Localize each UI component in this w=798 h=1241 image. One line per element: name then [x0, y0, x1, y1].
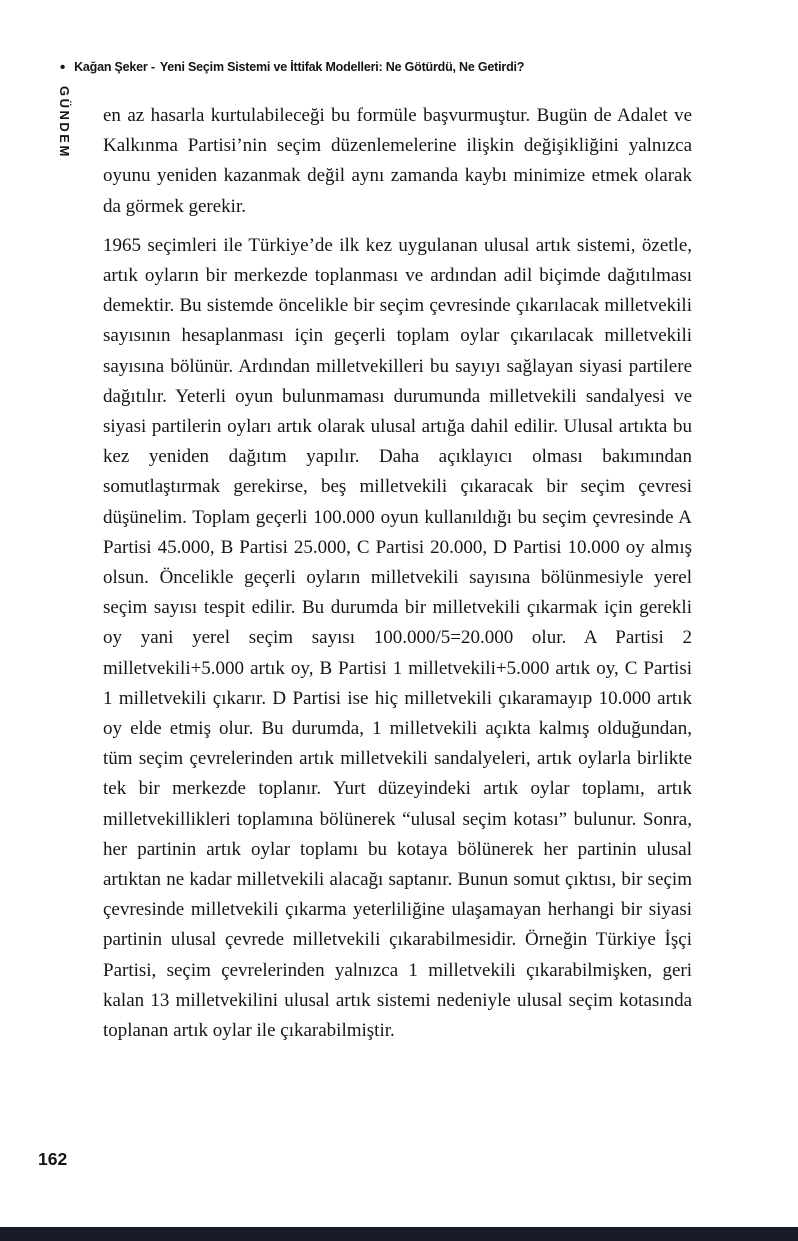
header-author: Kağan Şeker -	[74, 60, 155, 74]
header-article-title: Yeni Seçim Sistemi ve İttifak Modelleri: Ne Götürdü, Ne Getirdi?	[159, 60, 525, 74]
body-paragraph: 1965 seçimleri ile Türkiye’de ilk kez uygulanan ulusal artık sistemi, özetle, artık oyların bir merkezde toplanması ve ardından adil biçimde dağıtılması demektir. Bu sistemde öncelikle bir seçim çevresinde çıkarılacak milletvekili sayısının hesaplanması için geçerli toplam oylar çıkarılacak milletvekili sayısına bölünür. Ardından milletvekilleri bu sayıyı sağlayan siyasi partilere dağıtılır. Yeterli oyun bulunmaması durumunda milletvekili sandalyesi ve siyasi partilerin oyları artık olarak ulusal artığa dahil edilir. Ulusal artıkta bu kez yeniden dağıtım yapılır. Daha açıklayıcı olması bakımından somutlaştırmak gerekirse, beş milletvekili çıkaracak bir seçim çevresi düşünelim. Toplam geçerli 100.000 oyun kullanıldığı bu seçim çevresinde A Partisi 45.000, B Partisi 25.000, C Partisi 20.000, D Partisi 10.000 oy almış olsun. Öncelikle geçerli oyların milletvekili sayısına bölünmesiyle yerel seçim sayısı tespit edilir. Bu durumda bir milletvekili çıkarmak için gerekli oy yani yerel seçim sayısı 100.000/5=20.000 olur. A Partisi 2 milletvekili+5.000 artık oy, B Partisi 1 milletvekili+5.000 artık oy, C Partisi 1 milletvekili çıkarır. D Partisi ise hiç milletvekili çıkaramayıp 10.000 artık oy elde etmiş olur. Bu durumda, 1 milletvekili açıkta kalmış olduğundan, tüm seçim çevrelerinden artık milletvekili sandalyeleri, artık oylarla birlikte tek bir merkezde toplanır. Yurt düzeyindeki artık oylar toplamı, artık milletvekillikleri toplamına bölünerek “ulusal seçim kotası” bulunur. Sonra, her partinin artık oylar toplamı bu kotaya bölünerek her partinin ulusal artıktan ne kadar milletvekili alacağı saptanır. Bunun somut çıktısı, bir seçim çevresinde milletvekili çıkarma yeterliliğine ulaşamayan herhangi bir siyasi partinin ulusal çevrede milletvekili çıkarabilmesidir. Örneğin Türkiye İşçi Partisi, seçim çevrelerinden yalnızca 1 milletvekili çıkarabilmişken, geri kalan 13 milletvekilini ulusal artık sistemi nedeniyle ulusal seçim kotasında toplanan artık oylar ile çıkarabilmiştir.	[103, 234, 692, 1042]
bullet-icon: •	[60, 59, 66, 76]
body-paragraph: en az hasarla kurtulabileceği bu formüle başvurmuştur. Bugün de Adalet ve Kalkınma Partisi’nin seçim düzenlemelerine ilişkin değişikliğini yalnızca oyunu yeniden kazanmak değil aynı zamanda kaybı minimize etmek olarak da görmek gerekir.	[103, 105, 692, 217]
section-margin-label: GÜNDEM	[57, 86, 72, 159]
scan-edge-bar	[0, 1227, 798, 1241]
article-body	[103, 101, 692, 1046]
page-number: 162	[38, 1149, 68, 1169]
running-header	[60, 58, 758, 75]
